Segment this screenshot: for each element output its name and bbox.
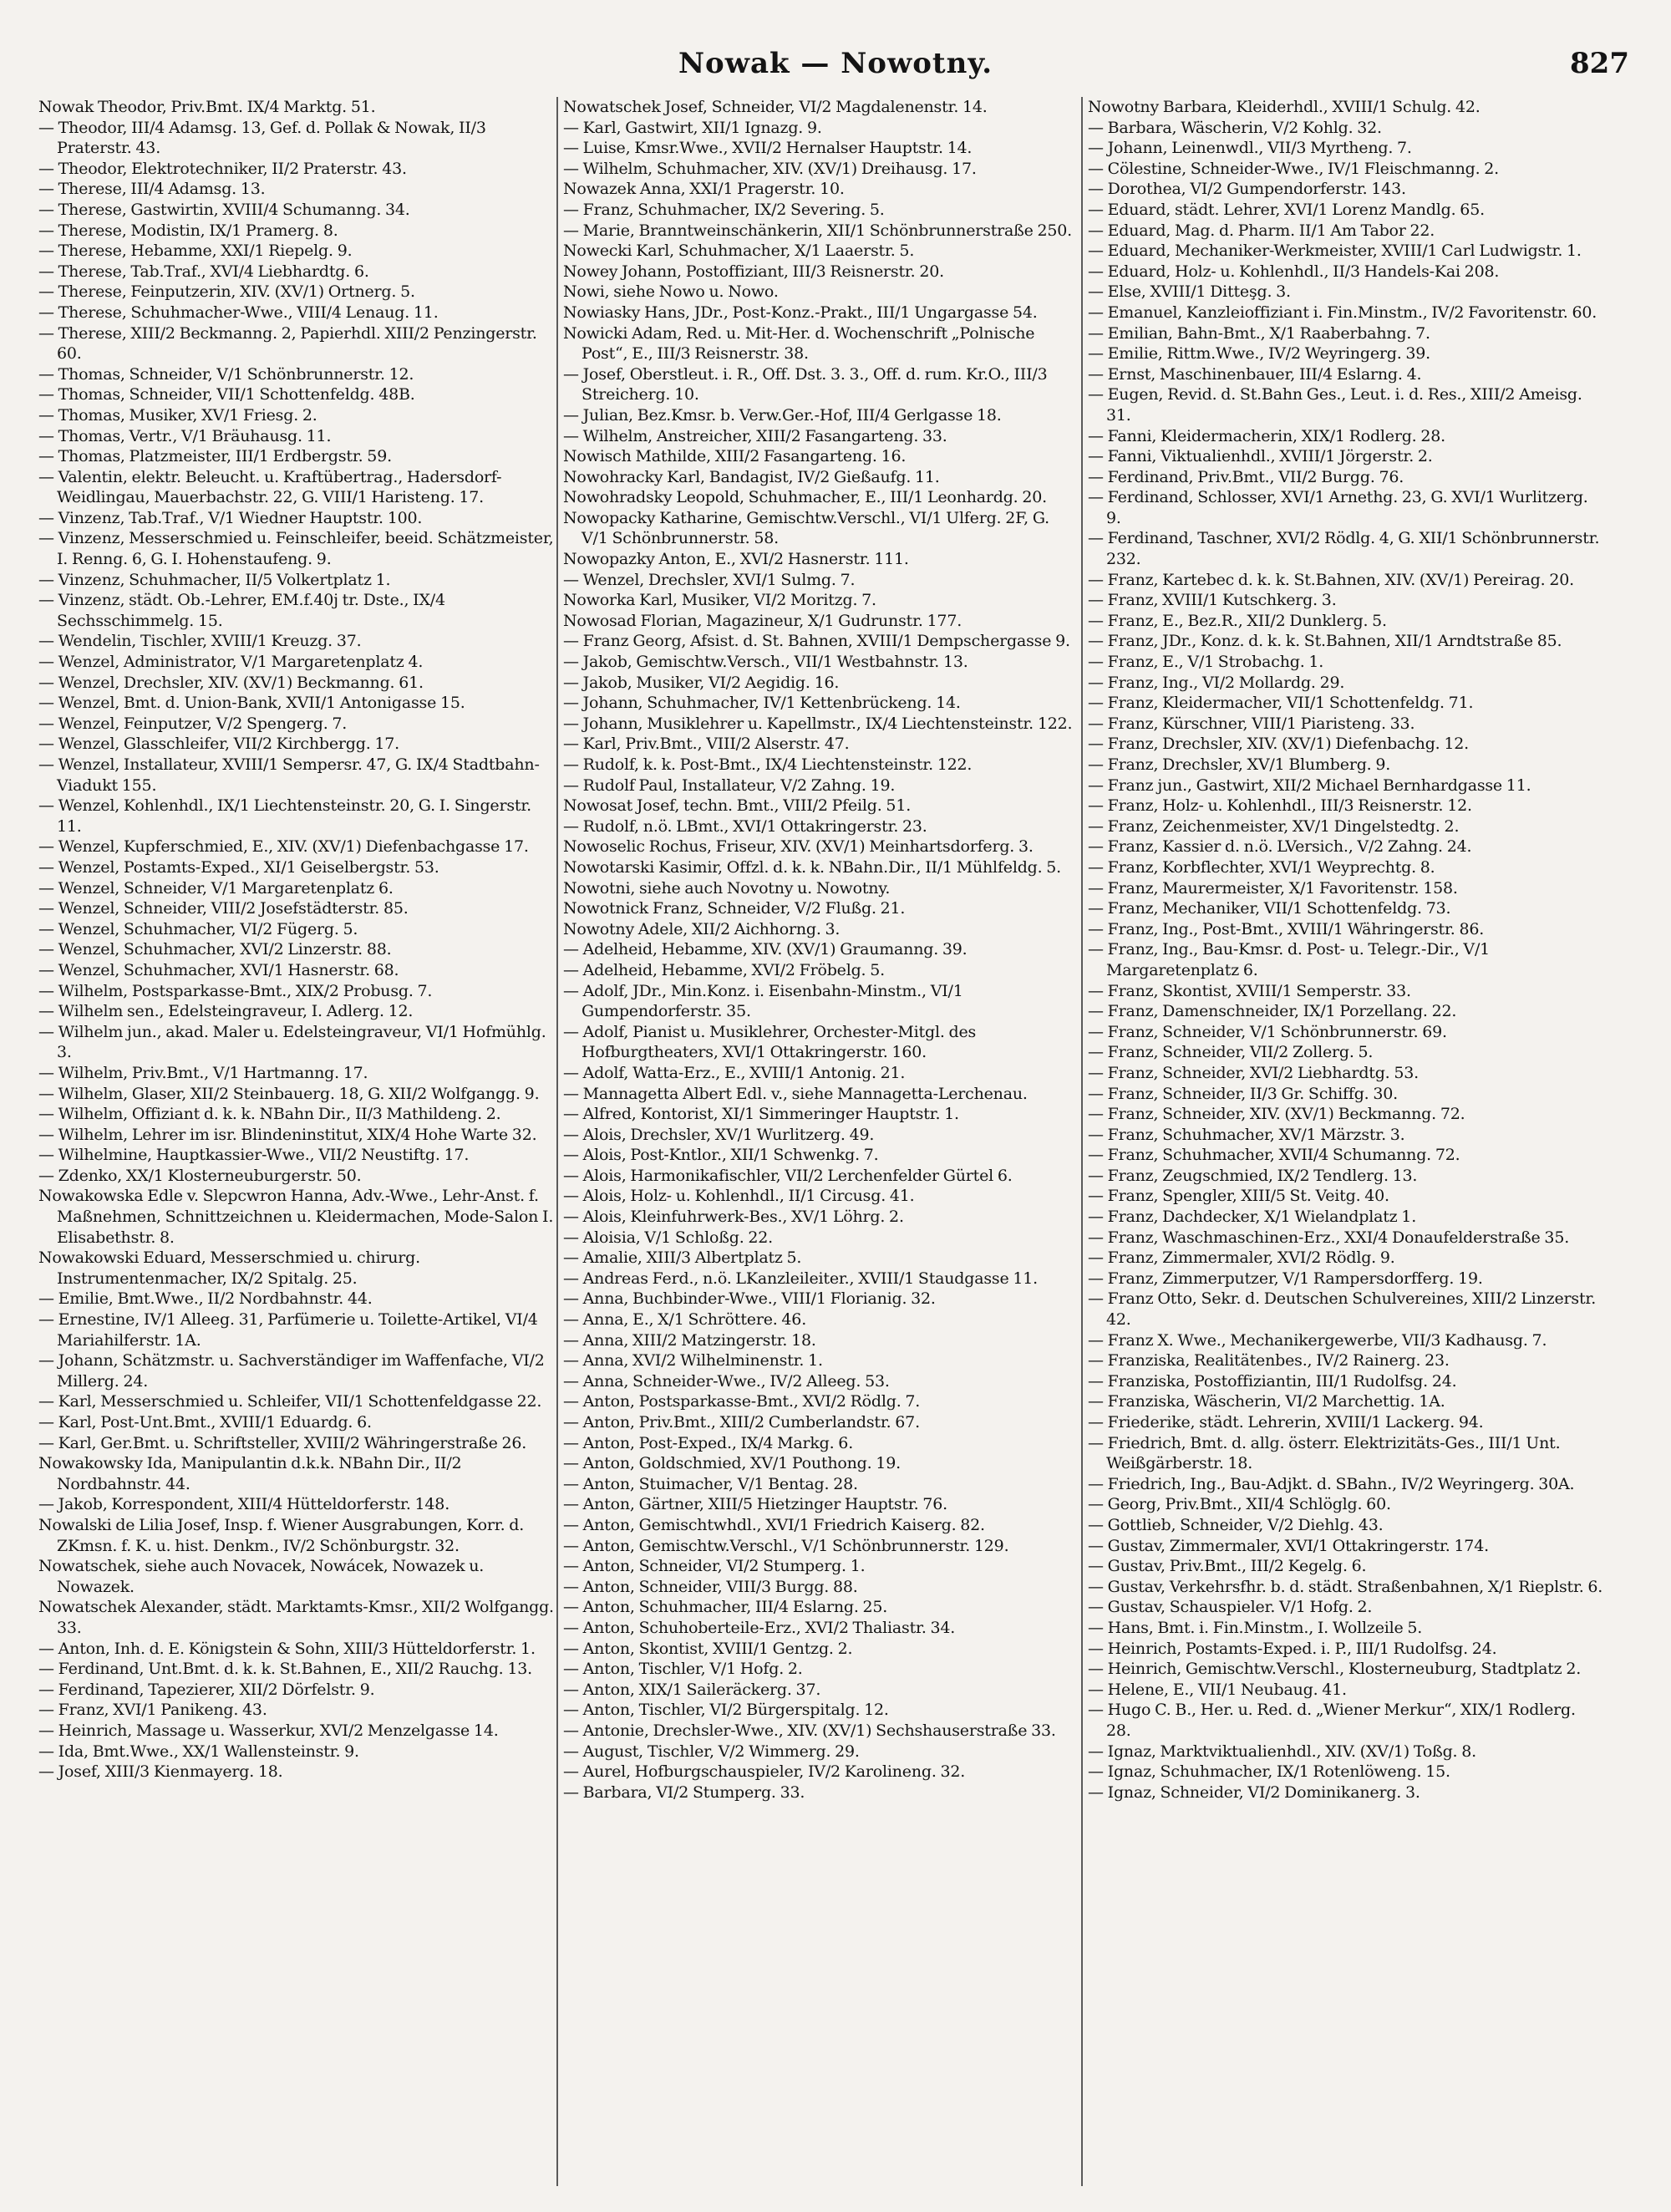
directory-entry: — Anna, XVI/2 Wilhelminenstr. 1. — [563, 1351, 823, 1370]
directory-entry: — Ignaz, Schneider, VI/2 Dominikanerg. 3. — [1088, 1782, 1420, 1802]
directory-entry: — Wilhelm, Schuhmacher, XIV. (XV/1) Dreihausg. 17. — [563, 159, 977, 178]
directory-entry: — Ida, Bmt.Wwe., XX/1 Wallensteinstr. 9. — [38, 1742, 359, 1761]
directory-entry: — Cölestine, Schneider-Wwe., IV/1 Fleischmanng. 2. — [1088, 159, 1499, 178]
directory-entry: — Ferdinand, Tapezierer, XII/2 Dörfelstr. 9. — [38, 1680, 375, 1699]
directory-entry: Nowicki Adam, Red. u. Mit-Her. d. Wochenschrift „Polnische Post“, E., III/3 Reisnerstr. 38. — [563, 323, 1035, 364]
directory-entry: — Therese, Schuhmacher-Wwe., VIII/4 Lenaug. 11. — [38, 303, 439, 322]
directory-entry: — Wilhelm, Glaser, XII/2 Steinbauerg. 18, G. XII/2 Wolfgangg. 9. — [38, 1084, 540, 1103]
directory-entry: — Anna, Buchbinder-Wwe., VIII/1 Florianig. 32. — [563, 1289, 936, 1309]
directory-entry: — Ferdinand, Unt.Bmt. d. k. k. St.Bahnen, E., XII/2 Rauchg. 13. — [38, 1660, 532, 1679]
directory-entry: — August, Tischler, V/2 Wimmerg. 29. — [563, 1742, 860, 1761]
directory-entry: — Rudolf Paul, Installateur, V/2 Zahng. 19. — [563, 775, 896, 795]
directory-entry: — Thomas, Platzmeister, III/1 Erdbergstr. 59. — [38, 447, 392, 466]
directory-entry: — Josef, Oberstleut. i. R., Off. Dst. 3. 3., Off. d. rum. Kr.O., III/3 Streicherg. 10. — [563, 364, 1048, 404]
directory-entry: — Franz, Mechaniker, VII/1 Schottenfeldg. 73. — [1088, 899, 1451, 918]
directory-entry: — Anton, Gärtner, XIII/5 Hietzinger Hauptstr. 76. — [563, 1495, 947, 1514]
directory-entry: — Franz, Zeugschmied, IX/2 Tendlerg. 13. — [1088, 1166, 1418, 1185]
directory-entry: — Therese, Gastwirtin, XVIII/4 Schumanng. 34. — [38, 200, 410, 219]
directory-entry: Nowatschek Josef, Schneider, VI/2 Magdalenenstr. 14. — [563, 98, 988, 116]
directory-entry: Nowatschek Alexander, städt. Marktamts-Kmsr., XII/2 Wolfgangg. 33. — [38, 1598, 554, 1637]
directory-entry: — Wilhelm sen., Edelsteingraveur, I. Adlerg. 12. — [38, 1002, 414, 1021]
directory-entry: — Franz, Ing., VI/2 Mollardg. 29. — [1088, 673, 1345, 692]
directory-entry: — Franz, Waschmaschinen-Erz., XXI/4 Donaufelderstraße 35. — [1088, 1228, 1570, 1247]
directory-entry: — Wenzel, Bmt. d. Union-Bank, XVII/1 Antonigasse 15. — [38, 694, 465, 713]
directory-entry: — Ernst, Maschinenbauer, III/4 Eslarng. 4. — [1088, 364, 1422, 384]
directory-entry: Nowatschek, siehe auch Novacek, Nowácek, Nowazek u. Nowazek. — [38, 1557, 485, 1596]
directory-entry: — Friedrich, Ing., Bau-Adjkt. d. SBahn., IV/2 Weyringerg. 30A. — [1088, 1474, 1575, 1493]
directory-entry: — Wilhelm jun., akad. Maler u. Edelsteingraveur, VI/1 Hofmühlg. 3. — [38, 1022, 546, 1062]
directory-entry: — Eduard, Mechaniker-Werkmeister, XVIII/1 Carl Ludwigstr. 1. — [1088, 242, 1582, 261]
directory-entry: — Alfred, Kontorist, XI/1 Simmeringer Hauptstr. 1. — [563, 1105, 959, 1124]
directory-entry: — Josef, XIII/3 Kienmayerg. 18. — [38, 1762, 283, 1782]
directory-entry: — Anton, XIX/1 Saileräckerg. 37. — [563, 1680, 821, 1699]
directory-entry: — Alois, Harmonikafischler, VII/2 Lerchenfelder Gürtel 6. — [563, 1166, 1013, 1185]
directory-entry: — Franz, Schneider, VII/2 Zollerg. 5. — [1088, 1043, 1374, 1062]
directory-entry: — Anton, Schuhmacher, III/4 Eslarng. 25. — [563, 1598, 888, 1617]
directory-entry: Nowisch Mathilde, XIII/2 Fasangarteng. 16. — [563, 447, 907, 466]
directory-entry: — Gustav, Verkehrsfhr. b. d. städt. Straßenbahnen, X/1 Rieplstr. 6. — [1088, 1577, 1603, 1596]
column-3 — [1088, 97, 1604, 2186]
directory-entry: — Wenzel, Feinputzer, V/2 Spengerg. 7. — [38, 714, 348, 733]
directory-entry: — Theodor, III/4 Adamsg. 13, Gef. d. Pollak & Nowak, II/3 Praterstr. 43. — [38, 118, 486, 158]
directory-entry: — Franz, E., V/1 Strobachg. 1. — [1088, 653, 1324, 672]
page-header — [33, 43, 1638, 90]
directory-entry: — Jakob, Korrespondent, XIII/4 Hütteldorferstr. 148. — [38, 1495, 450, 1514]
directory-entry: — Franz Georg, Afsist. d. St. Bahnen, XVIII/1 Dempschergasse 9. — [563, 632, 1070, 651]
directory-entry: — Karl, Ger.Bmt. u. Schriftsteller, XVIII/2 Währingerstraße 26. — [38, 1433, 527, 1452]
directory-entry: — Franz, JDr., Konz. d. k. k. St.Bahnen, XII/1 Arndtstraße 85. — [1088, 632, 1562, 651]
directory-entry: — Franz X. Wwe., Mechanikergewerbe, VII/3 Kadhausg. 7. — [1088, 1330, 1547, 1350]
directory-entry: — Adelheid, Hebamme, XIV. (XV/1) Graumanng. 39. — [563, 940, 968, 959]
directory-entry: — Eduard, Holz- u. Kohlenhdl., II/3 Handels-Kai 208. — [1088, 262, 1500, 281]
directory-entry: Nowopazky Anton, E., XVI/2 Hasnerstr. 111. — [563, 550, 909, 569]
directory-entry: — Wenzel, Drechsler, XVI/1 Sulmg. 7. — [563, 570, 856, 589]
directory-entry: — Franz, XVI/1 Panikeng. 43. — [38, 1701, 267, 1720]
directory-columns — [38, 97, 1643, 2186]
directory-entry: — Franz, Kartebec d. k. k. St.Bahnen, XIV. (XV/1) Pereirag. 20. — [1088, 570, 1574, 589]
directory-entry: Nowakowski Eduard, Messerschmied u. chirurg. Instrumentenmacher, IX/2 Spitalg. 25. — [38, 1248, 420, 1288]
directory-entry: — Therese, III/4 Adamsg. 13. — [38, 180, 266, 199]
directory-entry: — Jakob, Gemischtw.Versch., VII/1 Westbahnstr. 13. — [563, 653, 968, 672]
directory-entry: — Ferdinand, Taschner, XVI/2 Rödlg. 4, G. XII/1 Schönbrunnerstr. 232. — [1088, 529, 1600, 569]
directory-entry: — Georg, Priv.Bmt., XII/4 Schlöglg. 60. — [1088, 1495, 1391, 1514]
directory-entry: Nowotny Adele, XII/2 Aichhorng. 3. — [563, 919, 841, 938]
directory-entry: — Anna, Schneider-Wwe., IV/2 Alleeg. 53. — [563, 1371, 890, 1391]
directory-entry: — Franz, XVIII/1 Kutschkerg. 3. — [1088, 591, 1337, 610]
directory-entry: — Heinrich, Postamts-Exped. i. P., III/1 Rudolfsg. 24. — [1088, 1639, 1497, 1658]
directory-entry: — Franz, Kassier d. n.ö. LVersich., V/2 Zahng. 24. — [1088, 837, 1472, 857]
directory-entry: — Anton, Stuimacher, V/1 Bentag. 28. — [563, 1474, 858, 1493]
directory-entry: — Vinzenz, Messerschmied u. Feinschleifer, beeid. Schätzmeister, I. Renng. 6, G. I. Hohenstaufeng. 9. — [38, 529, 554, 569]
directory-entry: — Wilhelm, Postsparkasse-Bmt., XIX/2 Probusg. 7. — [38, 981, 433, 1000]
directory-entry: — Hugo C. B., Her. u. Red. d. „Wiener Merkur“, XIX/1 Rodlerg. 28. — [1088, 1701, 1576, 1740]
directory-entry: Nowey Johann, Postoffiziant, III/3 Reisnerstr. 20. — [563, 262, 944, 281]
directory-entry: — Franz, Damenschneider, IX/1 Porzellang. 22. — [1088, 1002, 1457, 1021]
column-divider — [556, 97, 558, 2186]
directory-entry: — Anton, Post-Exped., IX/4 Markg. 6. — [563, 1433, 854, 1452]
directory-entry: — Franz, Zeichenmeister, XV/1 Dingelstedtg. 2. — [1088, 816, 1460, 836]
directory-entry: — Alois, Drechsler, XV/1 Wurlitzerg. 49. — [563, 1125, 875, 1144]
directory-entry: — Heinrich, Massage u. Wasserkur, XVI/2 Menzelgasse 14. — [38, 1721, 499, 1740]
directory-entry: — Emilie, Rittm.Wwe., IV/2 Weyringerg. 39. — [1088, 344, 1430, 364]
directory-entry: — Andreas Ferd., n.ö. LKanzleileiter., XVIII/1 Staudgasse 11. — [563, 1269, 1038, 1288]
directory-entry: — Franz, Drechsler, XV/1 Blumberg. 9. — [1088, 755, 1391, 774]
directory-entry: — Johann, Musiklehrer u. Kapellmstr., IX/4 Liechtensteinstr. 122. — [563, 714, 1073, 733]
directory-entry: — Antonie, Drechsler-Wwe., XIV. (XV/1) Sechshauserstraße 33. — [563, 1721, 1056, 1740]
directory-entry: — Franz, Schneider, XVI/2 Liebhardtg. 53. — [1088, 1063, 1419, 1082]
directory-entry: — Rudolf, n.ö. LBmt., XVI/1 Ottakringerstr. 23. — [563, 816, 927, 836]
directory-entry: Nowak Theodor, Priv.Bmt. IX/4 Marktg. 51. — [38, 98, 376, 116]
directory-entry: Nowohradsky Leopold, Schuhmacher, E., III/1 Leonhardg. 20. — [563, 488, 1047, 507]
directory-entry: — Franz, Schuhmacher, IX/2 Severing. 5. — [563, 200, 885, 219]
directory-entry: — Thomas, Vertr., V/1 Bräuhausg. 11. — [38, 426, 332, 445]
directory-entry: — Friedrich, Bmt. d. allg. österr. Elektrizitäts-Ges., III/1 Unt. Weißgärberstr. 18. — [1088, 1433, 1561, 1473]
directory-entry: — Ignaz, Marktviktualienhdl., XIV. (XV/1) Toßg. 8. — [1088, 1742, 1476, 1761]
directory-entry: — Anna, E., X/1 Schröttere. 46. — [563, 1310, 807, 1330]
directory-entry: — Theodor, Elektrotechniker, II/2 Praterstr. 43. — [38, 159, 407, 178]
directory-entry: — Franz, E., Bez.R., XII/2 Dunklerg. 5. — [1088, 611, 1387, 630]
directory-entry: — Wenzel, Schneider, VIII/2 Josefstädterstr. 85. — [38, 899, 409, 918]
column-1 — [38, 97, 555, 2186]
directory-entry: Nowotnick Franz, Schneider, V/2 Flußg. 21. — [563, 899, 906, 918]
directory-entry: — Anton, Postsparkasse-Bmt., XVI/2 Rödlg. 7. — [563, 1392, 921, 1411]
directory-entry: Nowopacky Katharine, Gemischtw.Verschl., VI/1 Ulferg. 2F, G. V/1 Schönbrunnerstr. 58. — [563, 508, 1049, 548]
directory-entry: — Gustav, Priv.Bmt., III/2 Kegelg. 6. — [1088, 1557, 1367, 1576]
directory-entry: — Franz, Ing., Bau-Kmsr. d. Post- u. Telegr.-Dir., V/1 Margaretenplatz 6. — [1088, 940, 1491, 979]
directory-entry: — Franz, Drechsler, XIV. (XV/1) Diefenbachg. 12. — [1088, 735, 1469, 754]
directory-entry: — Franz, Schuhmacher, XVII/4 Schumanng. 72. — [1088, 1146, 1460, 1165]
directory-entry: — Vinzenz, Tab.Traf., V/1 Wiedner Hauptstr. 100. — [38, 508, 423, 527]
directory-entry: Nowakowska Edle v. Slepcwron Hanna, Adv.-Wwe., Lehr-Anst. f. Maßnehmen, Schnittzeichnen u. Kleidermachen, Mode-Salon I. Elisabethstr. 8. — [38, 1187, 554, 1247]
directory-entry: Nowosat Josef, techn. Bmt., VIII/2 Pfeilg. 51. — [563, 796, 912, 816]
directory-entry: — Franz, Zimmermaler, XVI/2 Rödlg. 9. — [1088, 1248, 1395, 1268]
directory-entry: — Zdenko, XX/1 Klosterneuburgerstr. 50. — [38, 1166, 362, 1185]
directory-entry: — Gottlieb, Schneider, V/2 Diehlg. 43. — [1088, 1515, 1384, 1534]
directory-entry: — Johann, Schuhmacher, IV/1 Kettenbrückeng. 14. — [563, 694, 961, 713]
directory-entry: — Aloisia, V/1 Schloßg. 22. — [563, 1228, 773, 1247]
directory-entry: — Jakob, Musiker, VI/2 Aegidig. 16. — [563, 673, 840, 692]
directory-entry: — Amalie, XIII/3 Albertplatz 5. — [563, 1248, 802, 1268]
directory-entry: — Emanuel, Kanzleioffiziant i. Fin.Minstm., IV/2 Favoritenstr. 60. — [1088, 303, 1597, 322]
directory-entry: — Anton, Tischler, VI/2 Bürgerspitalg. 12. — [563, 1701, 889, 1720]
directory-entry: — Marie, Branntweinschänkerin, XII/1 Schönbrunnerstraße 250. — [563, 221, 1073, 240]
directory-entry: — Mannagetta Albert Edl. v., siehe Mannagetta-Lerchenau. — [563, 1084, 1028, 1103]
directory-entry: — Karl, Post-Unt.Bmt., XVIII/1 Eduardg. 6. — [38, 1413, 372, 1431]
directory-entry: — Anton, Skontist, XVIII/1 Gentzg. 2. — [563, 1639, 853, 1658]
directory-entry: — Ernestine, IV/1 Alleeg. 31, Parfümerie u. Toilette-Artikel, VI/4 Mariahilferstr. 1A. — [38, 1310, 538, 1350]
directory-entry: — Else, XVIII/1 Ditteşg. 3. — [1088, 282, 1291, 302]
directory-entry: — Karl, Messerschmied u. Schleifer, VII/1 Schottenfeldgasse 22. — [38, 1392, 542, 1411]
directory-entry: — Therese, Modistin, IX/1 Pramerg. 8. — [38, 221, 338, 240]
directory-entry: — Wilhelm, Priv.Bmt., V/1 Hartmanng. 17. — [38, 1063, 368, 1082]
directory-entry: — Wenzel, Schuhmacher, VI/2 Fügerg. 5. — [38, 919, 358, 938]
column-divider — [1081, 97, 1083, 2186]
directory-entry: — Vinzenz, Schuhmacher, II/5 Volkertplatz 1. — [38, 570, 391, 589]
directory-entry: — Hans, Bmt. i. Fin.Minstm., I. Wollzeile 5. — [1088, 1618, 1423, 1637]
directory-entry: — Wenzel, Glasschleifer, VII/2 Kirchbergg. 17. — [38, 735, 400, 754]
directory-entry: Nowecki Karl, Schuhmacher, X/1 Laaerstr. 5. — [563, 242, 915, 261]
directory-entry: — Franz, Schneider, V/1 Schönbrunnerstr. 69. — [1088, 1022, 1447, 1041]
directory-entry: — Luise, Kmsr.Wwe., XVII/2 Hernalser Hauptstr. 14. — [563, 139, 973, 158]
directory-entry: — Anton, Schuhoberteile-Erz., XVI/2 Thaliastr. 34. — [563, 1618, 956, 1637]
directory-entry: — Wenzel, Schneider, V/1 Margaretenplatz 6. — [38, 878, 394, 898]
directory-entry: — Wilhelmine, Hauptkassier-Wwe., VII/2 Neustiftg. 17. — [38, 1146, 470, 1165]
directory-entry: — Alois, Post-Kntlor., XII/1 Schwenkg. 7. — [563, 1146, 879, 1165]
directory-entry: — Wenzel, Administrator, V/1 Margaretenplatz 4. — [38, 653, 424, 672]
directory-entry: — Adolf, Pianist u. Musiklehrer, Orchester-Mitgl. des Hofburgtheaters, XVI/1 Ottakringerstr. 160. — [563, 1022, 977, 1062]
directory-entry: — Franz Otto, Sekr. d. Deutschen Schulvereines, XIII/2 Linzerstr. 42. — [1088, 1289, 1597, 1330]
directory-entry: — Franz, Korbflechter, XVI/1 Weyprechtg. 8. — [1088, 857, 1435, 877]
directory-entry: — Alois, Holz- u. Kohlenhdl., II/1 Circusg. 41. — [563, 1187, 915, 1206]
directory-entry: — Anna, XIII/2 Matzingerstr. 18. — [563, 1330, 816, 1350]
directory-entry: — Johann, Leinenwdl., VII/3 Myrtheng. 7. — [1088, 139, 1412, 158]
directory-entry: — Wenzel, Postamts-Exped., XI/1 Geiselbergstr. 53. — [38, 857, 439, 877]
running-title: Nowak — Nowotny. — [678, 47, 993, 80]
directory-entry: — Valentin, elektr. Beleucht. u. Kraftübertrag., Hadersdorf-Weidlingau, Mauerbachstr. 22, G. VIII/1 Haristeng. 17. — [38, 467, 502, 507]
directory-entry: — Emilie, Bmt.Wwe., II/2 Nordbahnstr. 44. — [38, 1289, 373, 1309]
directory-entry: — Franz, Kleidermacher, VII/1 Schottenfeldg. 71. — [1088, 694, 1474, 713]
directory-entry: — Wenzel, Schuhmacher, XVI/2 Linzerstr. 88. — [38, 940, 392, 959]
directory-entry: — Anton, Goldschmied, XV/1 Pouthong. 19. — [563, 1454, 901, 1473]
directory-entry: Nowotny Barbara, Kleiderhdl., XVIII/1 Schulg. 42. — [1088, 98, 1481, 116]
directory-entry: — Gustav, Zimmermaler, XVI/1 Ottakringerstr. 174. — [1088, 1536, 1489, 1555]
directory-entry: — Fanni, Viktualienhdl., XVIII/1 Jörgerstr. 2. — [1088, 447, 1433, 466]
directory-entry: — Franz, Holz- u. Kohlenhdl., III/3 Reisnerstr. 12. — [1088, 796, 1472, 816]
directory-entry: — Franz, Schuhmacher, XV/1 Märzstr. 3. — [1088, 1125, 1405, 1144]
directory-entry: — Heinrich, Gemischtw.Verschl., Klosterneuburg, Stadtplatz 2. — [1088, 1660, 1582, 1679]
directory-entry: — Julian, Bez.Kmsr. b. Verw.Ger.-Hof, III/4 Gerlgasse 18. — [563, 405, 1002, 425]
directory-entry: — Wilhelm, Lehrer im isr. Blindeninstitut, XIX/4 Hohe Warte 32. — [38, 1125, 537, 1144]
directory-entry: — Adolf, JDr., Min.Konz. i. Eisenbahn-Minstm., VI/1 Gumpendorferstr. 35. — [563, 981, 963, 1021]
directory-entry: — Wenzel, Kohlenhdl., IX/1 Liechtensteinstr. 20, G. I. Singerstr. 11. — [38, 796, 531, 836]
directory-entry: Nowotarski Kasimir, Offzl. d. k. k. NBahn.Dir., II/1 Mühlfeldg. 5. — [563, 857, 1062, 877]
directory-entry: — Rudolf, k. k. Post-Bmt., IX/4 Liechtensteinstr. 122. — [563, 755, 973, 774]
directory-entry: — Franziska, Wäscherin, VI/2 Marchettig. 1A. — [1088, 1392, 1445, 1411]
directory-entry: — Franz jun., Gastwirt, XII/2 Michael Bernhardgasse 11. — [1088, 775, 1531, 795]
directory-entry: — Franz, Schneider, XIV. (XV/1) Beckmanng. 72. — [1088, 1105, 1465, 1124]
directory-entry: Nowakowsky Ida, Manipulantin d.k.k. NBahn Dir., II/2 Nordbahnstr. 44. — [38, 1454, 462, 1493]
directory-entry: — Gustav, Schauspieler. V/1 Hofg. 2. — [1088, 1598, 1373, 1617]
directory-entry: Nowohracky Karl, Bandagist, IV/2 Gießaufg. 11. — [563, 467, 940, 486]
directory-entry: Nowazek Anna, XXI/1 Pragerstr. 10. — [563, 180, 845, 199]
directory-entry: Nowotni, siehe auch Novotny u. Nowotny. — [563, 878, 891, 898]
directory-entry: — Thomas, Schneider, V/1 Schönbrunnerstr. 12. — [38, 364, 414, 384]
directory-entry: — Friederike, städt. Lehrerin, XVIII/1 Lackerg. 94. — [1088, 1413, 1484, 1431]
directory-entry: — Wendelin, Tischler, XVIII/1 Kreuzg. 37. — [38, 632, 362, 651]
directory-entry: Nowoselic Rochus, Friseur, XIV. (XV/1) Meinhartsdorferg. 3. — [563, 837, 1034, 857]
directory-entry: — Wenzel, Schuhmacher, XVI/1 Hasnerstr. 68. — [38, 960, 399, 979]
directory-entry: — Franz, Skontist, XVIII/1 Semperstr. 33. — [1088, 981, 1411, 1000]
directory-entry: — Eduard, städt. Lehrer, XVI/1 Lorenz Mandlg. 65. — [1088, 200, 1485, 219]
directory-entry: — Franz, Schneider, II/3 Gr. Schiffg. 30. — [1088, 1084, 1398, 1103]
directory-entry: Nowi, siehe Nowo u. Nowo. — [563, 282, 779, 302]
directory-entry: — Wilhelm, Offiziant d. k. k. NBahn Dir., II/3 Mathildeng. 2. — [38, 1105, 501, 1124]
directory-entry: — Thomas, Musiker, XV/1 Friesg. 2. — [38, 405, 317, 425]
directory-entry: — Anton, Schneider, VI/2 Stumperg. 1. — [563, 1557, 866, 1576]
directory-entry: — Franz, Dachdecker, X/1 Wielandplatz 1. — [1088, 1208, 1417, 1227]
directory-entry: — Anton, Gemischtwhdl., XVI/1 Friedrich Kaiserg. 82. — [563, 1515, 985, 1534]
directory-entry: — Franz, Kürschner, VIII/1 Piaristeng. 33. — [1088, 714, 1415, 733]
directory-entry: — Adolf, Watta-Erz., E., XVIII/1 Antonig. 21. — [563, 1063, 906, 1082]
directory-entry: Nowosad Florian, Magazineur, X/1 Gudrunstr. 177. — [563, 611, 962, 630]
directory-entry: Nowalski de Lilia Josef, Insp. f. Wiener Ausgrabungen, Korr. d. ZKmsn. f. K. u. hist. Denkm., IV/2 Schönburgstr. 32. — [38, 1515, 525, 1555]
directory-entry: — Therese, Feinputzerin, XIV. (XV/1) Ortnerg. 5. — [38, 282, 415, 302]
directory-entry: — Ferdinand, Schlosser, XVI/1 Arnethg. 23, G. XVI/1 Wurlitzerg. 9. — [1088, 488, 1588, 527]
directory-entry: — Thomas, Schneider, VII/1 Schottenfeldg. 48B. — [38, 385, 415, 404]
directory-entry: — Ferdinand, Priv.Bmt., VII/2 Burgg. 76. — [1088, 467, 1404, 486]
column-2 — [563, 97, 1079, 2186]
directory-entry: — Alois, Kleinfuhrwerk-Bes., XV/1 Löhrg. 2. — [563, 1208, 904, 1227]
directory-entry: — Eugen, Revid. d. St.Bahn Ges., Leut. i. d. Res., XIII/2 Ameisg. 31. — [1088, 385, 1582, 425]
directory-entry: — Vinzenz, städt. Ob.-Lehrer, EM.f.40j tr. Dste., IX/4 Sechsschimmelg. 15. — [38, 591, 445, 630]
directory-entry: — Therese, XIII/2 Beckmanng. 2, Papierhdl. XIII/2 Penzingerstr. 60. — [38, 323, 537, 364]
directory-entry: — Ignaz, Schuhmacher, IX/1 Rotenlöweng. 15. — [1088, 1762, 1450, 1782]
directory-entry: — Barbara, Wäscherin, V/2 Kohlg. 32. — [1088, 118, 1382, 137]
directory-entry: — Helene, E., VII/1 Neubaug. 41. — [1088, 1680, 1347, 1699]
directory-entry: — Anton, Inh. d. E. Königstein & Sohn, XIII/3 Hütteldorferstr. 1. — [38, 1639, 536, 1658]
directory-entry: — Emilian, Bahn-Bmt., X/1 Raaberbahng. 7. — [1088, 323, 1430, 343]
directory-entry: — Karl, Gastwirt, XII/1 Ignazg. 9. — [563, 118, 822, 137]
directory-entry: — Franziska, Realitätenbes., IV/2 Rainerg. 23. — [1088, 1351, 1450, 1370]
directory-entry: — Fanni, Kleidermacherin, XIX/1 Rodlerg. 28. — [1088, 426, 1445, 445]
directory-entry: — Anton, Priv.Bmt., XIII/2 Cumberlandstr. 67. — [563, 1413, 920, 1431]
directory-entry: — Anton, Tischler, V/1 Hofg. 2. — [563, 1660, 803, 1679]
page-number: 827 — [1570, 47, 1629, 80]
directory-entry: — Franz, Maurermeister, X/1 Favoritenstr. 158. — [1088, 878, 1458, 898]
directory-entry: — Therese, Hebamme, XXI/1 Riepelg. 9. — [38, 242, 353, 261]
directory-entry: — Wenzel, Drechsler, XIV. (XV/1) Beckmanng. 61. — [38, 673, 424, 692]
directory-entry: Nowiasky Hans, JDr., Post-Konz.-Prakt., III/1 Ungargasse 54. — [563, 303, 1038, 322]
directory-entry: — Anton, Schneider, VIII/3 Burgg. 88. — [563, 1577, 858, 1596]
directory-entry: — Adelheid, Hebamme, XVI/2 Fröbelg. 5. — [563, 960, 885, 979]
directory-entry: — Wilhelm, Anstreicher, XIII/2 Fasangarteng. 33. — [563, 426, 947, 445]
directory-entry: — Therese, Tab.Traf., XVI/4 Liebhardtg. 6. — [38, 262, 369, 281]
directory-entry: — Wenzel, Kupferschmied, E., XIV. (XV/1) Diefenbachgasse 17. — [38, 837, 529, 857]
directory-entry: — Wenzel, Installateur, XVIII/1 Sempersr. 47, G. IX/4 Stadtbahn-Viadukt 155. — [38, 755, 540, 795]
directory-entry: — Anton, Gemischtw.Verschl., V/1 Schönbrunnerstr. 129. — [563, 1536, 1009, 1555]
directory-entry: — Franz, Ing., Post-Bmt., XVIII/1 Währingerstr. 86. — [1088, 919, 1485, 938]
directory-entry: — Franz, Zimmerputzer, V/1 Rampersdorfferg. 19. — [1088, 1269, 1483, 1288]
directory-entry: — Johann, Schätzmstr. u. Sachverständiger im Waffenfache, VI/2 Millerg. 24. — [38, 1351, 545, 1391]
directory-entry: — Aurel, Hofburgschauspieler, IV/2 Karolineng. 32. — [563, 1762, 966, 1782]
directory-entry: — Franziska, Postoffiziantin, III/1 Rudolfsg. 24. — [1088, 1371, 1457, 1391]
directory-entry: Noworka Karl, Musiker, VI/2 Moritzg. 7. — [563, 591, 876, 610]
directory-entry: — Franz, Spengler, XIII/5 St. Veitg. 40. — [1088, 1187, 1389, 1206]
directory-entry: — Eduard, Mag. d. Pharm. II/1 Am Tabor 22. — [1088, 221, 1435, 240]
directory-entry: — Dorothea, VI/2 Gumpendorferstr. 143. — [1088, 180, 1406, 199]
directory-entry: — Karl, Priv.Bmt., VIII/2 Alserstr. 47. — [563, 735, 850, 754]
directory-entry: — Barbara, VI/2 Stumperg. 33. — [563, 1782, 805, 1802]
